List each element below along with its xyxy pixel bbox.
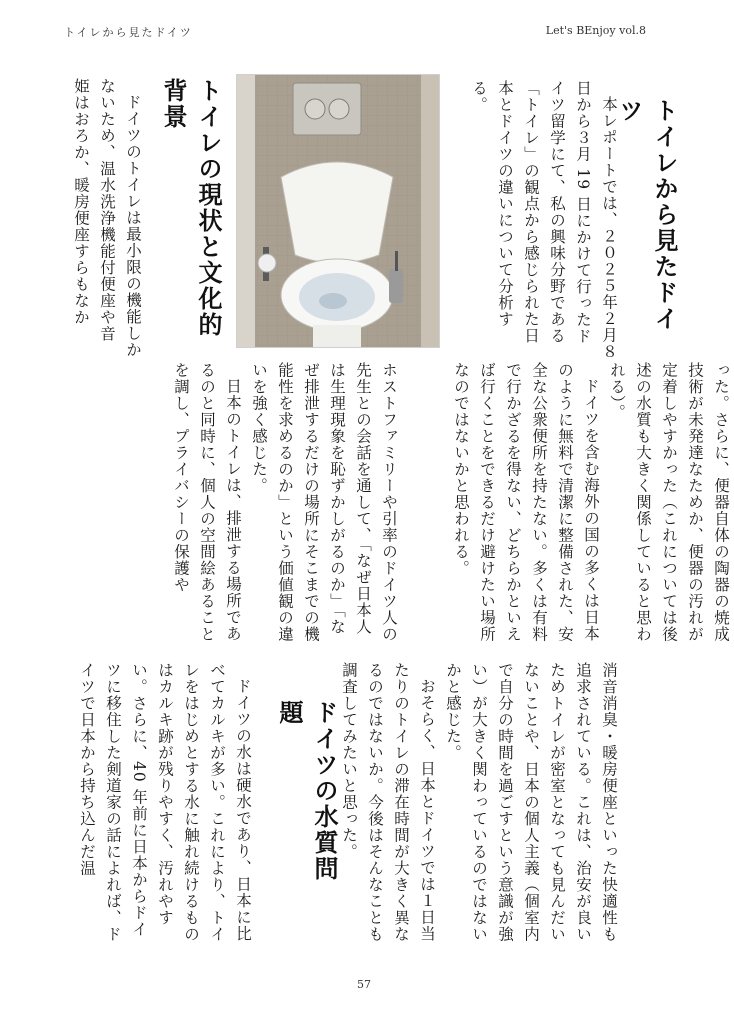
paragraph: 消音消臭・暖房便座といった快適性も追求されている。これは、治安が良いためトイレが密室となっても見んだいないことや、日本の個人主義（個室内で自分の時間を過ごすという意識が強い）が大きく関わっているのではないかと感じた。 bbox=[444, 662, 618, 943]
running-header-right: Let's BEnjoy vol.8 bbox=[545, 24, 646, 37]
article-title: トイレから見たドイツ bbox=[615, 98, 678, 332]
toilet-photo bbox=[236, 74, 440, 348]
middle-left-text bbox=[168, 362, 402, 644]
section-heading-toilet-culture: トイレの現状と文化的背景 bbox=[159, 78, 222, 338]
middle-right-text bbox=[448, 362, 734, 644]
paragraph: った。さらに、便器自体の陶器の焼成技術が未発達なためか、便器の汚れが定着しやすかった（これについては後述の水質も大きく関係していると思われる）。 bbox=[608, 362, 730, 643]
running-header-left: トイレから見たドイツ bbox=[64, 26, 193, 39]
paragraph: ホストファミリーや引率のドイツ人の先生との会話を通して、「なぜ日本人は生理現象を恥ずかしがるのか」「なぜ排泄するだけの場所にそこまでの機能性を求めるのか」という価値観の違いを強く感じた。 bbox=[250, 362, 398, 643]
paragraph: 日本のトイレは、排泄する場所であるのと同時に、個人の空間絵あることを調し、プライバシーの保護や bbox=[172, 362, 242, 643]
page-number: 57 bbox=[357, 978, 371, 991]
paragraph: ドイツを含む海外の国の多くは日本のように無料で清潔に整備された、安全な公衆便所を持たない。多くは有料で行かざるを得ない、どちらかといえば行くことをできるだけ避けたい場所なのではないかと思われる。 bbox=[452, 362, 600, 643]
paragraph: おそらく、日本とドイツでは１日当たりのトイレの滞在時間が大きく異なるのではないか。今後はそんなことも調査してみたいと思った。 bbox=[340, 662, 436, 943]
section-heading-water-quality: ドイツの水質問題 bbox=[275, 700, 338, 882]
bottom-right-text bbox=[336, 662, 622, 944]
toilet-photo-icon bbox=[237, 75, 439, 347]
article-intro: 本レポートでは、２０２５年２月８日から３月 19 日にかけて行ったドイツ留学にて、私の興味分野である「トイレ」の観点から感じられた日本とドイツの違いについて分析する。 bbox=[470, 80, 618, 360]
section1-opening: ドイツのトイレは最小限の機能しかないため、温水洗浄機能付便座や音姫はおろか、暖房便座すらもなか bbox=[72, 78, 142, 358]
bottom-left-text: ドイツの水は硬水であり、日本に比べてカルキが多い。これにより、トイレをはじめとする水に触れ続けるものはカルキ跡が残りやすく、汚れやすい。さらに、40 年前に日本からドイツに移住した剣道家の話によれば、ドイツで日本から持ち込んだ温 bbox=[78, 662, 252, 943]
